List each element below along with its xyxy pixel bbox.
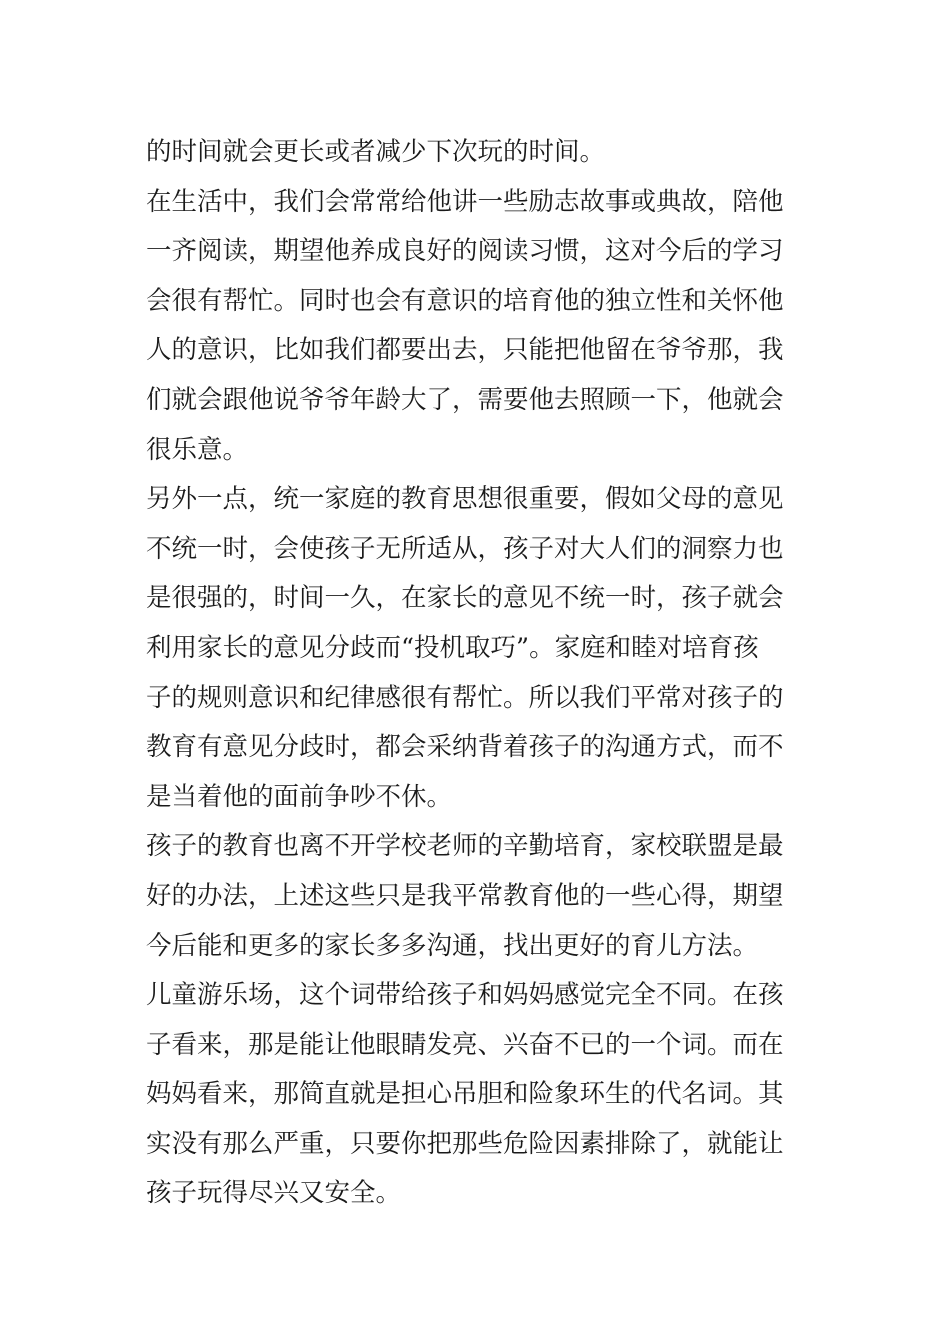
text-line: 另外一点，统一家庭的教育思想很重要，假如父母的意见	[146, 484, 784, 515]
text-line: 不统一时，会使孩子无所适从，孩子对大人们的洞察力也	[146, 533, 784, 564]
text-line: 一齐阅读，期望他养成良好的阅读习惯，这对今后的学习	[146, 236, 784, 267]
text-line: 实没有那么严重，只要你把那些危险因素排除了，就能让	[146, 1128, 784, 1159]
text-line: 好的办法，上述这些只是我平常教育他的一些心得，期望	[146, 880, 784, 911]
text-line: 在生活中，我们会常常给他讲一些励志故事或典故，陪他	[146, 186, 784, 217]
text-line: 的时间就会更长或者减少下次玩的时间。	[146, 137, 606, 167]
text-line: 子的规则意识和纪律感很有帮忙。所以我们平常对孩子的	[146, 682, 784, 713]
text-line: 儿童游乐场，这个词带给孩子和妈妈感觉完全不同。在孩	[146, 980, 784, 1011]
text-line: 教育有意见分歧时，都会采纳背着孩子的沟通方式，而不	[146, 732, 784, 763]
text-line: 孩子的教育也离不开学校老师的辛勤培育，家校联盟是最	[146, 831, 784, 862]
text-line: 子看来，那是能让他眼睛发亮、兴奋不已的一个词。而在	[146, 1029, 784, 1060]
text-line: 人的意识，比如我们都要出去，只能把他留在爷爷那，我	[146, 335, 784, 366]
text-line: 是当着他的面前争吵不休。	[146, 781, 453, 812]
text-line: 会很有帮忙。同时也会有意识的培育他的独立性和关怀他	[146, 285, 784, 316]
text-line: 今后能和更多的家长多多沟通，找出更好的育儿方法。	[146, 930, 759, 961]
text-line: 利用家长的意见分歧而“投机取巧”。家庭和睦对培育孩	[146, 632, 759, 663]
text-line: 妈妈看来，那简直就是担心吊胆和险象环生的代名词。其	[146, 1079, 784, 1110]
text-line: 很乐意。	[146, 434, 249, 465]
text-line: 们就会跟他说爷爷年龄大了，需要他去照顾一下，他就会	[146, 384, 784, 415]
text-line: 是很强的，时间一久，在家长的意见不统一时，孩子就会	[146, 583, 784, 614]
document-body	[146, 128, 810, 1219]
text-line: 孩子玩得尽兴又安全。	[146, 1178, 402, 1209]
